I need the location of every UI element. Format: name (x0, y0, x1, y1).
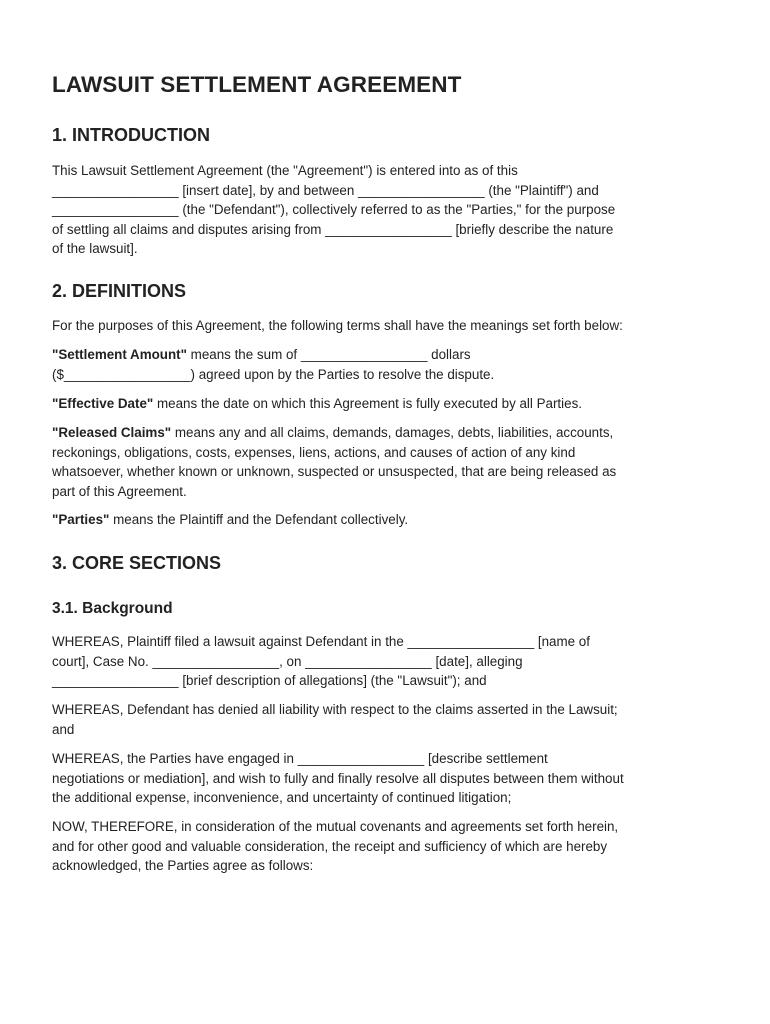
text-line: negotiations or mediation], and wish to fully and finally resolve all disputes between them without (52, 770, 624, 786)
background-paragraph-2 (52, 700, 724, 739)
definitions-intro (52, 316, 724, 336)
definition-term: "Parties" (52, 512, 110, 527)
text-line: of settling all claims and disputes arising from _________________ [briefly describe the nature (52, 221, 614, 237)
definition-term: "Effective Date" (52, 396, 154, 411)
background-paragraph-3 (52, 749, 724, 808)
text-line: ($_________________) agreed upon by the Parties to resolve the dispute. (52, 366, 495, 382)
text-line (52, 345, 724, 365)
introduction-paragraph (52, 161, 724, 259)
definition-released-claims (52, 423, 724, 501)
document-title: LAWSUIT SETTLEMENT AGREEMENT (52, 72, 462, 97)
definition-text: means the date on which this Agreement is fully executed by all Parties. (153, 396, 582, 411)
background-paragraph-1 (52, 632, 724, 691)
text-line: and (52, 721, 75, 737)
text-line: For the purposes of this Agreement, the following terms shall have the meanings set forth below: (52, 318, 623, 333)
section-heading-core-sections: 3. CORE SECTIONS (52, 553, 222, 573)
text-line: WHEREAS, the Parties have engaged in _________________ [describe settlement (52, 751, 548, 766)
text-line: part of this Agreement. (52, 483, 187, 499)
definition-text: means the sum of _________________ dollars (186, 347, 471, 362)
text-line: _________________ [insert date], by and between _________________ (the "Plaintiff") and (52, 182, 599, 198)
text-line: reckonings, obligations, costs, expenses, liens, actions, and causes of action of any kind (52, 444, 576, 460)
text-line: court], Case No. _________________, on _________________ [date], alleging (52, 653, 523, 669)
text-line (52, 394, 724, 414)
text-line: whatsoever, whether known or unknown, suspected or unsuspected, that are being released as (52, 464, 617, 479)
definition-parties (52, 510, 724, 530)
text-line: _________________ (the "Defendant"), collectively referred to as the "Parties," for the purpose (52, 202, 616, 217)
text-line: This Lawsuit Settlement Agreement (the "Agreement") is entered into as of this (52, 163, 518, 178)
definition-term: "Settlement Amount" (52, 347, 187, 362)
text-line: NOW, THEREFORE, in consideration of the mutual covenants and agreements set forth herein, (52, 819, 619, 834)
text-line: and for other good and valuable consideration, the receipt and sufficiency of which are hereby (52, 838, 608, 854)
definition-settlement-amount (52, 345, 724, 384)
text-line: acknowledged, the Parties agree as follows: (52, 858, 314, 873)
definition-term: "Released Claims" (52, 425, 172, 440)
text-line: of the lawsuit]. (52, 241, 138, 256)
section-heading-definitions: 2. DEFINITIONS (52, 281, 187, 301)
text-line (52, 423, 724, 443)
section-heading-introduction: 1. INTRODUCTION (52, 125, 211, 145)
text-line: the additional expense, inconvenience, and uncertainty of continued litigation; (52, 790, 512, 805)
text-line: WHEREAS, Plaintiff filed a lawsuit against Defendant in the _________________ [name of (52, 634, 590, 649)
text-line: WHEREAS, Defendant has denied all liability with respect to the claims asserted in the Lawsuit; (52, 702, 618, 717)
subsection-heading-background: 3.1. Background (52, 600, 173, 617)
background-paragraph-4 (52, 817, 724, 876)
definition-effective-date (52, 394, 724, 414)
definition-text: means any and all claims, demands, damages, debts, liabilities, accounts, (171, 425, 614, 440)
definition-text: means the Plaintiff and the Defendant collectively. (109, 512, 409, 527)
text-line (52, 510, 724, 530)
text-line: _________________ [brief description of allegations] (the "Lawsuit"); and (52, 673, 487, 688)
